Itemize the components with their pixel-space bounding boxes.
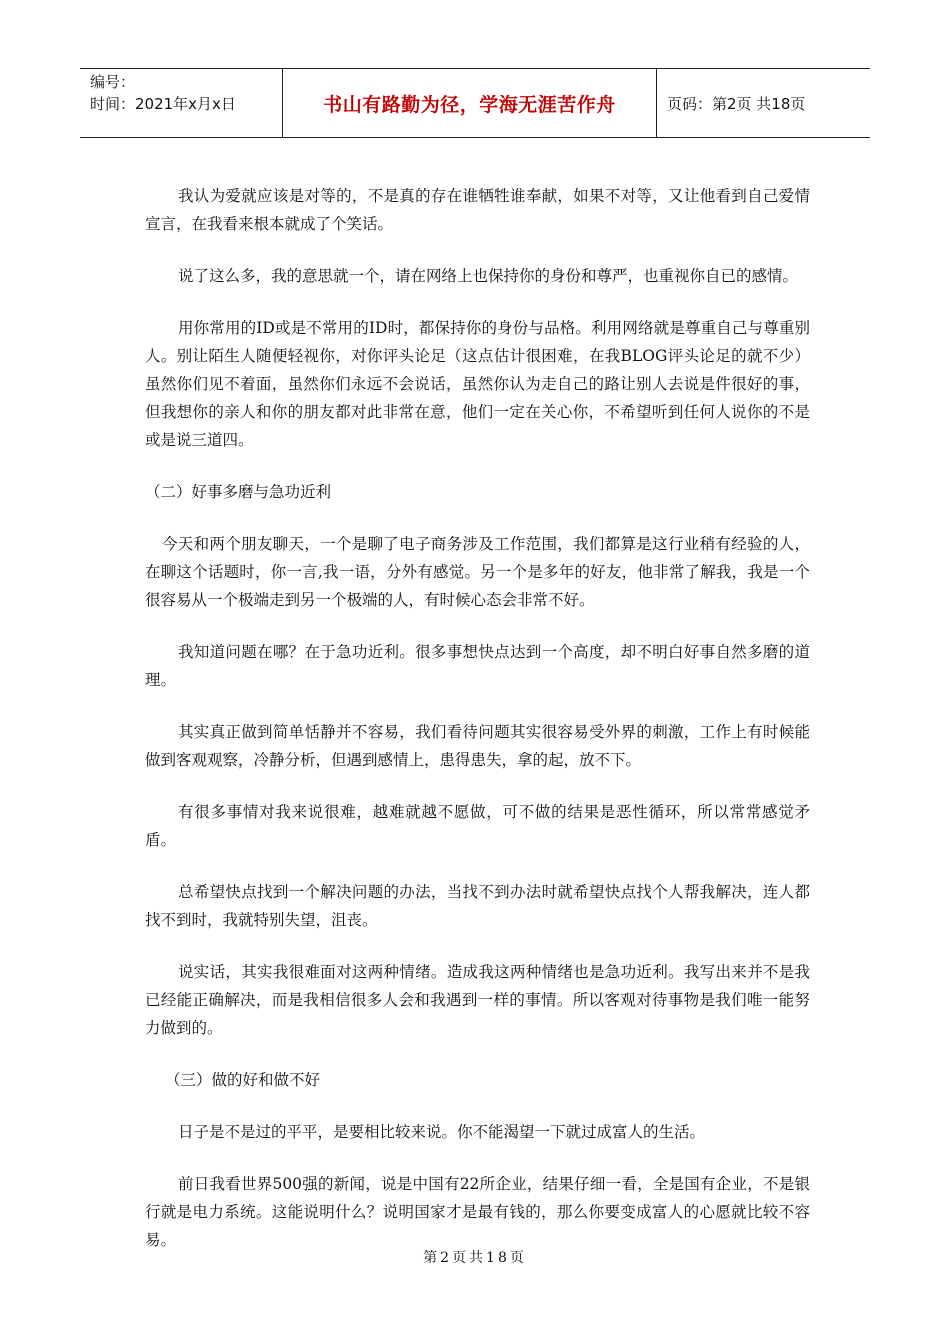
paragraph: 有很多事情对我来说很难，越难就越不愿做，可不做的结果是恶性循环，所以常常感觉矛盾。 — [145, 803, 810, 849]
paragraph: 今天和两个朋友聊天，一个是聊了电子商务涉及工作范围，我们都算是这行业稍有经验的人，在聊这个话题时，你一言,我一语，分外有感觉。另一个是多年的好友，他非常了解我，我是一个很容易从一个极端走到另一个极端的人，有时候心态会非常不好。 — [145, 535, 810, 609]
page-header — [80, 68, 870, 138]
page-footer: 第2页共18页 — [423, 1250, 527, 1266]
document-number-label: 编号： — [90, 73, 136, 91]
paragraph: 其实真正做到简单恬静并不容易，我们看待问题其实很容易受外界的刺激，工作上有时候能做到客观观察，冷静分析，但遇到感情上，患得患失，拿的起，放不下。 — [145, 723, 810, 769]
paragraph: 说实话，其实我很难面对这两种情绪。造成我这两种情绪也是急功近利。我写出来并不是我已经能正确解决，而是我相信很多人会和我遇到一样的事情。所以客观对待事物是我们唯一能努力做到的。 — [145, 963, 810, 1037]
header-page-info: 页码：第2页 共18页 — [667, 94, 806, 113]
document-body — [145, 182, 810, 1278]
section-heading: （三）做的好和做不好 — [165, 1071, 321, 1089]
paragraph: 我认为爱就应该是对等的，不是真的存在谁牺牲谁奉献，如果不对等，又让他看到自己爱情宣言，在我看来根本就成了个笑话。 — [145, 187, 810, 233]
paragraph: 说了这么多，我的意思就一个，请在网络上也保持你的身份和尊严，也重视你自已的感情。 — [178, 267, 799, 285]
paragraph: 前日我看世界500强的新闻，说是中国有22所企业，结果仔细一看，全是国有企业，不是银行就是电力系统。这能说明什么？说明国家才是最有钱的，那么你要变成富人的心愿就比较不容易。 — [145, 1175, 810, 1249]
document-date: 时间：2021年x月x日 — [90, 95, 236, 113]
header-meta — [80, 69, 282, 137]
section-heading: （二）好事多磨与急功近利 — [145, 483, 332, 501]
paragraph: 日子是不是过的平平，是要相比较来说。你不能渴望一下就过成富人的生活。 — [178, 1123, 706, 1141]
paragraph: 总希望快点找到一个解决问题的办法，当找不到办法时就希望快点找个人帮我解决，连人都找不到时，我就特别失望，沮丧。 — [145, 883, 810, 929]
paragraph: 我知道问题在哪？在于急功近利。很多事想快点达到一个高度，却不明白好事自然多磨的道理。 — [145, 643, 810, 689]
header-motto: 书山有路勤为径，学海无涯苦作舟 — [282, 69, 657, 137]
paragraph: 用你常用的ID或是不常用的ID时，都保持你的身份与品格。利用网络就是尊重自己与尊重别人。别让陌生人随便轻视你，对你评头论足（这点估计很困难，在我BLOG评头论足的就不少）虽然你们见不着面，虽然你们永远不会说话，虽然你认为走自己的路让别人去说是件很好的事，但我想你的亲人和你的朋友都对此非常在意，他们一定在关心你，不希望听到任何人说你的不是或是说三道四。 — [145, 319, 810, 449]
